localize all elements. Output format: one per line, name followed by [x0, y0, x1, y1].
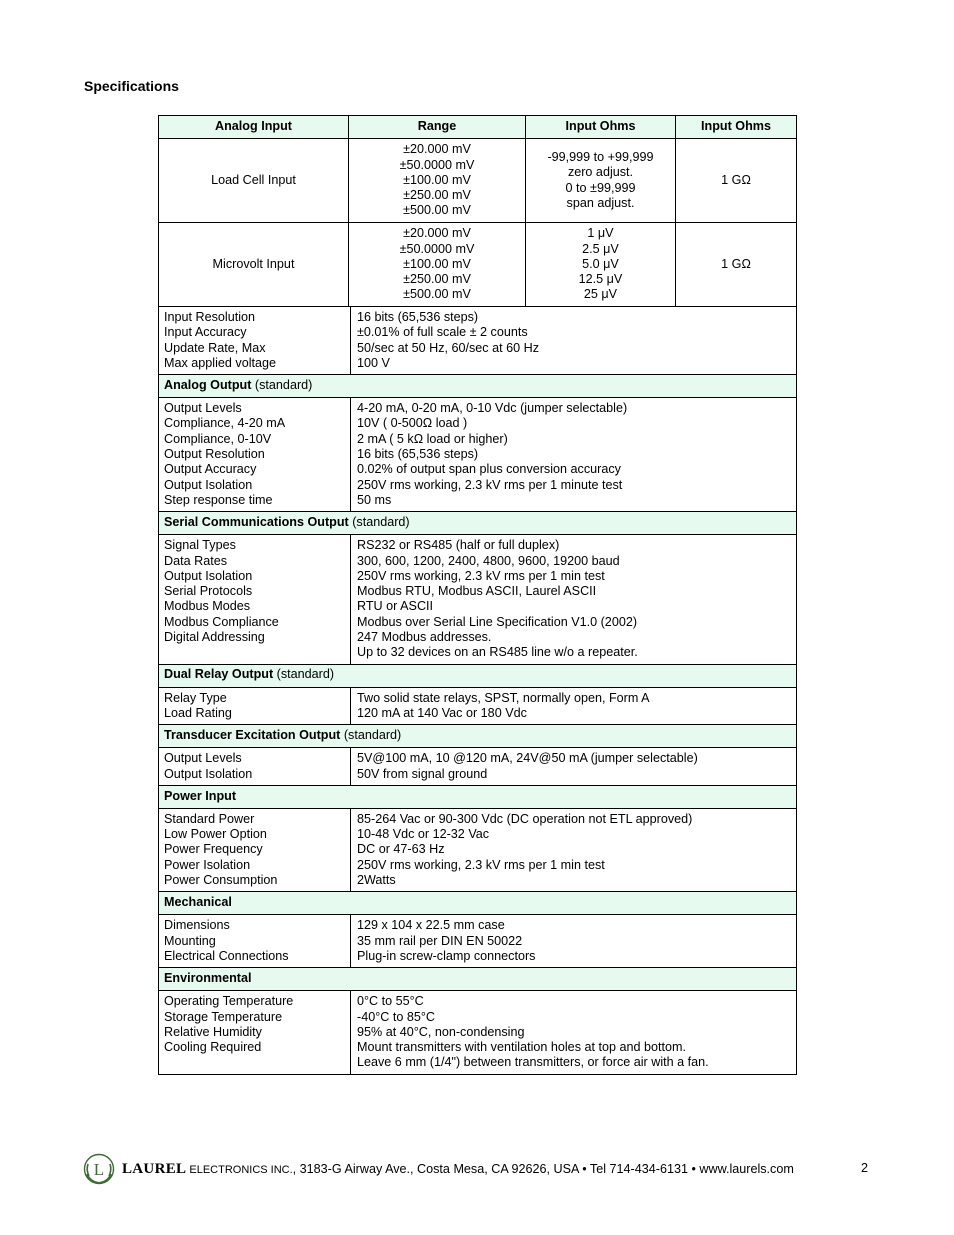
spec-label: Input Resolution: [164, 310, 256, 324]
spec-label: Max applied voltage: [164, 355, 277, 370]
spec-label: Cooling Required: [164, 1040, 262, 1055]
input-ohms-value: 1 μV: [587, 226, 614, 241]
range-cell: [349, 223, 526, 307]
spec-label: Input Accuracy: [164, 325, 247, 340]
spec-labels-cell: [159, 808, 351, 891]
range-value: ±50.0000 mV: [399, 241, 475, 256]
spec-label: Output Levels: [164, 751, 242, 766]
spec-values-cell: [351, 748, 797, 786]
spec-value: 50V from signal ground: [357, 766, 488, 781]
input-type-cell: [159, 223, 349, 307]
input-ohms-value: 0 to ±99,999: [565, 180, 636, 195]
analog-input-table: [158, 115, 797, 307]
spec-label: Electrical Connections: [164, 948, 289, 963]
spec-value: 95% at 40°C, non-condensing: [357, 1024, 525, 1039]
spec-row: [159, 307, 797, 375]
spec-label: Mounting: [164, 933, 216, 948]
spec-label: Power Consumption: [164, 873, 278, 888]
spec-label: Modbus Modes: [164, 599, 251, 614]
spec-value: 0°C to 55°C: [357, 994, 424, 1009]
input-type-cell: [159, 139, 349, 223]
section-title: Transducer Excitation Output: [164, 728, 341, 743]
section-title: Environmental: [164, 971, 252, 986]
section-title: Mechanical: [164, 895, 232, 910]
spec-label: Output Isolation: [164, 477, 253, 492]
impedance-cell: [676, 223, 797, 307]
spec-value: 85-264 Vac or 90-300 Vdc (DC operation not ETL approved): [357, 811, 693, 826]
table-row: [159, 223, 797, 307]
spec-label: Relative Humidity: [164, 1024, 262, 1039]
spec-label: Dimensions: [164, 918, 230, 933]
spec-label: Load Rating: [164, 705, 232, 720]
spec-label: Update Rate, Max: [164, 340, 266, 355]
spec-value: 16 bits (65,536 steps): [357, 447, 479, 462]
spec-value: Modbus over Serial Line Specification V1.0 (2002): [357, 614, 638, 629]
section-header: [159, 664, 797, 687]
spec-value: 2Watts: [357, 873, 396, 888]
footer-address: [122, 1161, 794, 1178]
spec-value: 100 V: [357, 355, 390, 370]
section-note: (standard): [348, 515, 410, 530]
spec-label: Modbus Compliance: [164, 614, 279, 629]
range-value: ±100.00 mV: [403, 172, 471, 187]
section-title: Dual Relay Output: [164, 667, 274, 682]
range-value: ±500.00 mV: [403, 203, 471, 218]
range-value: ±250.00 mV: [403, 188, 471, 203]
page-number: 2: [861, 1161, 869, 1175]
spec-row: [159, 535, 797, 664]
spec-label: Output Isolation: [164, 568, 253, 583]
impedance-value: 1 GΩ: [721, 172, 751, 187]
spec-value: 129 x 104 x 22.5 mm case: [357, 918, 505, 933]
spec-labels-cell: [159, 991, 351, 1074]
spec-value: 120 mA at 140 Vac or 180 Vdc: [357, 705, 527, 720]
spec-value: 16 bits (65,536 steps): [357, 310, 479, 324]
impedance-cell: [676, 139, 797, 223]
spec-labels-cell: [159, 398, 351, 512]
section-header: [159, 892, 797, 915]
spec-row: [159, 808, 797, 891]
spec-values-cell: [351, 808, 797, 891]
section-header-row: [159, 375, 797, 398]
page-footer: [82, 1152, 882, 1188]
section-note: (standard): [273, 667, 335, 682]
spec-value: 2 mA ( 5 kΩ load or higher): [357, 431, 508, 446]
section-header-row: [159, 785, 797, 808]
section-header: [159, 968, 797, 991]
footer-brand-rest: ELECTRONICS INC.: [186, 1164, 293, 1176]
spec-label: Step response time: [164, 492, 273, 507]
range-value: ±500.00 mV: [403, 287, 471, 302]
footer-brand: LAUREL: [122, 1161, 187, 1177]
section-header-row: [159, 512, 797, 535]
spec-labels-cell: [159, 915, 351, 968]
spec-value: Modbus RTU, Modbus ASCII, Laurel ASCII: [357, 584, 597, 599]
spec-value: 10V ( 0-500Ω load ): [357, 416, 468, 431]
spec-label: Operating Temperature: [164, 994, 294, 1009]
spec-label: Output Accuracy: [164, 462, 257, 477]
input-type-name: Microvolt Input: [212, 256, 295, 271]
spec-value: 247 Modbus addresses.: [357, 630, 492, 645]
spec-values-cell: [351, 307, 797, 375]
spec-row: [159, 398, 797, 512]
input-ohms-value: 12.5 μV: [578, 272, 623, 287]
section-header: [159, 375, 797, 398]
input-ohms-value: 5.0 μV: [582, 256, 619, 271]
input-ohms-value: -99,999 to +99,999: [547, 149, 654, 164]
input-type-name: Load Cell Input: [211, 172, 296, 187]
spec-label: Digital Addressing: [164, 630, 265, 645]
spec-label: Output Resolution: [164, 447, 265, 462]
spec-value: RTU or ASCII: [357, 599, 434, 614]
section-header: [159, 725, 797, 748]
spec-value: 250V rms working, 2.3 kV rms per 1 minute test: [357, 477, 623, 492]
header-input-ohms-2: Input Ohms: [676, 116, 797, 139]
section-title: Analog Output: [164, 378, 252, 393]
range-cell: [349, 139, 526, 223]
input-ohms-value: span adjust.: [566, 195, 635, 210]
footer-website-link[interactable]: www.laurels.com: [699, 1162, 794, 1176]
table-row: [159, 139, 797, 223]
spec-label: Standard Power: [164, 811, 255, 826]
header-range: Range: [349, 116, 526, 139]
impedance-value: 1 GΩ: [721, 256, 751, 271]
spec-value: Mount transmitters with ventilation holes at top and bottom.: [357, 1040, 687, 1055]
spec-value: Two solid state relays, SPST, normally open, Form A: [357, 690, 650, 705]
spec-value: 250V rms working, 2.3 kV rms per 1 min test: [357, 857, 605, 872]
spec-label: Power Isolation: [164, 857, 251, 872]
range-value: ±100.00 mV: [403, 256, 471, 271]
spec-label: Signal Types: [164, 538, 236, 553]
footer-tel: • Tel 714-434-6131 •: [578, 1162, 700, 1176]
spec-labels-cell: [159, 535, 351, 664]
page-title: Specifications: [84, 78, 179, 94]
spec-label: Relay Type: [164, 690, 227, 705]
spec-value: 35 mm rail per DIN EN 50022: [357, 933, 523, 948]
footer-address-text: , 3183-G Airway Ave., Costa Mesa, CA 92626, USA: [292, 1162, 579, 1176]
spec-value: 250V rms working, 2.3 kV rms per 1 min test: [357, 568, 605, 583]
spec-value: 0.02% of output span plus conversion accuracy: [357, 462, 621, 477]
spec-label: Output Levels: [164, 401, 242, 416]
spec-values-cell: [351, 991, 797, 1074]
header-input-ohms: Input Ohms: [526, 116, 676, 139]
range-value: ±50.0000 mV: [399, 157, 475, 172]
section-header-row: [159, 968, 797, 991]
section-title: Power Input: [164, 788, 237, 803]
spec-values-cell: [351, 535, 797, 664]
table-header-row: [159, 116, 797, 139]
section-header-row: [159, 892, 797, 915]
input-ohms-cell: [526, 223, 676, 307]
spec-value: Up to 32 devices on an RS485 line w/o a repeater.: [357, 645, 638, 660]
spec-label: Serial Protocols: [164, 584, 253, 599]
spec-label: Output Isolation: [164, 766, 253, 781]
spec-value: ±0.01% of full scale ± 2 counts: [357, 325, 528, 340]
svg-text:L: L: [93, 1160, 105, 1179]
input-ohms-value: 25 μV: [583, 287, 618, 302]
spec-values-cell: [351, 915, 797, 968]
spec-label: Data Rates: [164, 553, 227, 568]
spec-value: RS232 or RS485 (half or full duplex): [357, 538, 560, 553]
spec-value: 50/sec at 50 Hz, 60/sec at 60 Hz: [357, 340, 540, 355]
spec-values-cell: [351, 398, 797, 512]
spec-values-cell: [351, 687, 797, 725]
spec-value: 50 ms: [357, 492, 392, 507]
spec-labels-cell: [159, 748, 351, 786]
section-title: Serial Communications Output: [164, 515, 349, 530]
spec-label: Low Power Option: [164, 827, 267, 842]
range-value: ±20.000 mV: [403, 142, 471, 157]
spec-value: 5V@100 mA, 10 @120 mA, 24V@50 mA (jumper selectable): [357, 751, 698, 766]
spec-labels-cell: [159, 687, 351, 725]
spec-label: Storage Temperature: [164, 1009, 283, 1024]
spec-value: Plug-in screw-clamp connectors: [357, 948, 536, 963]
spec-row: [159, 687, 797, 725]
section-note: (standard): [251, 378, 313, 393]
input-ohms-value: 2.5 μV: [582, 241, 619, 256]
spec-value: Leave 6 mm (1/4") between transmitters, or force air with a fan.: [357, 1055, 709, 1070]
section-header-row: [159, 725, 797, 748]
specifications-table: [158, 306, 797, 1075]
spec-labels-cell: [159, 307, 351, 375]
spec-value: 10-48 Vdc or 12-32 Vac: [357, 827, 490, 842]
section-note: (standard): [340, 728, 402, 743]
range-value: ±250.00 mV: [403, 272, 471, 287]
header-analog-input: Analog Input: [159, 116, 349, 139]
spec-value: 300, 600, 1200, 2400, 4800, 9600, 19200 baud: [357, 553, 620, 568]
input-ohms-cell: [526, 139, 676, 223]
section-header: [159, 512, 797, 535]
spec-label: Compliance, 4-20 mA: [164, 416, 286, 431]
range-value: ±20.000 mV: [403, 226, 471, 241]
laurel-logo-icon: [82, 1152, 116, 1186]
spec-label: Power Frequency: [164, 842, 263, 857]
spec-row: [159, 748, 797, 786]
spec-value: 4-20 mA, 0-20 mA, 0-10 Vdc (jumper selectable): [357, 401, 628, 416]
spec-row: [159, 915, 797, 968]
input-ohms-value: zero adjust.: [567, 165, 634, 180]
section-header: [159, 785, 797, 808]
spec-label: Compliance, 0-10V: [164, 431, 272, 446]
spec-value: -40°C to 85°C: [357, 1009, 435, 1024]
spec-value: DC or 47-63 Hz: [357, 842, 445, 857]
spec-row: [159, 991, 797, 1074]
section-header-row: [159, 664, 797, 687]
